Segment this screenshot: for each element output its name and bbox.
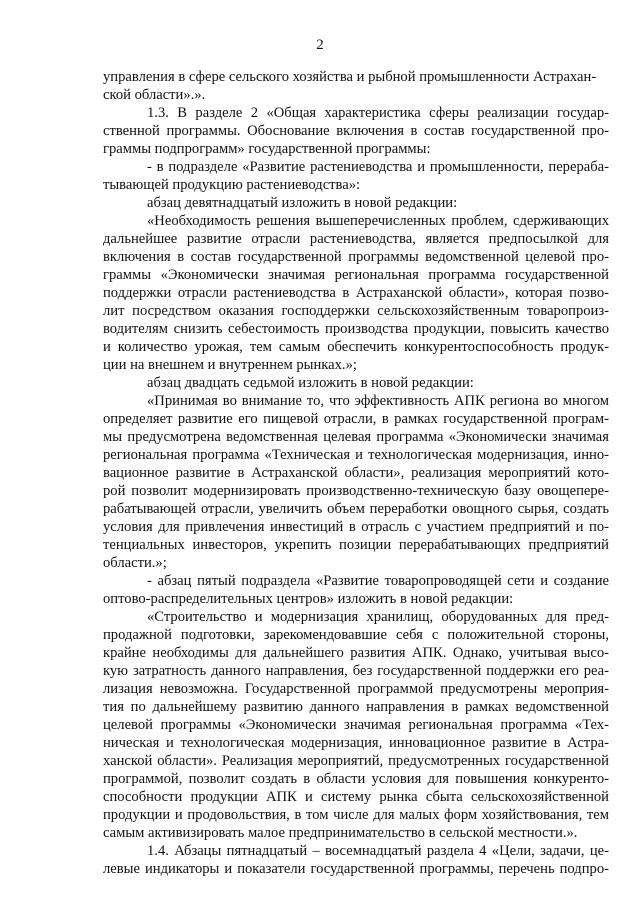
text-line: региональная программа «Техническая и технологическая модернизация, инно-: [103, 447, 609, 463]
page-number: 2: [316, 37, 324, 53]
text-line: рой позволит модернизировать производственно-техническую базу овощеперe-: [103, 483, 609, 499]
text-line: лизация невозможна. Государственной программой предусмотрены мероприя-: [103, 681, 609, 697]
text-line: способности продукции АПК и систему рынка сбыта сельскохозяйственной: [103, 789, 609, 805]
text-line: целевой программы «Экономически значимая региональная программа «Тех-: [103, 717, 609, 733]
text-line: продукции и продовольствия, в том числе для малых форм хозяйствования, тем: [103, 807, 609, 823]
text-line: мы предусмотрена ведомственная целевая программа «Экономически значимая: [103, 429, 609, 445]
text-line: лит посредством оказания господдержки сельскохозяйственным товаропроиз-: [103, 303, 609, 319]
text-line: поддержки отрасли растениеводства в Астраханской области», которая позво-: [103, 285, 609, 301]
text-line: управления в сфере сельского хозяйства и рыбной промышленности Астрахан-: [103, 69, 597, 85]
text-line: области.»;: [103, 555, 167, 571]
text-line: оптово-распределительных центров» изложить в новой редакции:: [103, 591, 514, 607]
text-line: ственной программы. Обоснование включения в состав государственной про-: [103, 123, 609, 139]
text-line: и количество урожая, тем самым обеспечить конкурентоспособность продук-: [103, 339, 609, 355]
text-line: определяет развитие его пищевой отрасли, в рамках государственной програм-: [103, 411, 609, 427]
text-line: ской области».».: [103, 87, 206, 103]
text-line: включения в состав государственной программы ведомственной целевой про-: [103, 249, 609, 265]
text-line: ции на внешнем и внутреннем рынках.»;: [103, 357, 357, 373]
text-line: «Необходимость решения вышеперечисленных проблем, сдерживающих: [147, 213, 609, 229]
text-line: 1.4. Абзацы пятнадцатый – восемнадцатый раздела 4 «Цели, задачи, це-: [147, 843, 609, 859]
text-line: водителям снизить себестоимость производства продукции, повысить качество: [103, 321, 609, 337]
text-line: тия по дальнейшему развитию данного направления в рамках ведомственной: [103, 699, 609, 715]
text-line: дальнейшее развитие отрасли растениеводства, является предпосылкой для: [103, 231, 609, 247]
text-line: ническая и технологическая модернизация, инновационное развитие в Астра-: [103, 735, 609, 751]
text-line: - абзац пятый подраздела «Развитие товаропроводящей сети и создание: [147, 573, 609, 589]
text-line: самым активизировать малое предпринимательство в сельской местности.».: [103, 825, 578, 841]
text-line: кую затратность данного направления, без государственной поддержки его реа-: [103, 663, 609, 679]
text-line: граммы «Экономически значимая региональная программа государственной: [103, 267, 609, 283]
text-line: крайне необходимы для дальнейшего развития АПК. Однако, учитывая высо-: [103, 645, 609, 661]
text-line: «Принимая во внимание то, что эффективность АПК региона во многом: [147, 393, 609, 409]
text-line: абзац двадцать седьмой изложить в новой редакции:: [147, 375, 474, 391]
text-line: 1.3. В разделе 2 «Общая характеристика сферы реализации государ-: [147, 105, 609, 121]
text-line: тывающей продукцию растениеводства»:: [103, 177, 361, 193]
text-line: тенциальных инвесторов, укрепить позиции перерабатывающих предприятий: [103, 537, 609, 553]
text-line: «Строительство и модернизация хранилищ, оборудованных для пред-: [147, 609, 609, 625]
text-line: рабатывающей отрасли, увеличить объем переработки овощного сырья, создать: [103, 501, 609, 517]
text-line: ханской области». Реализация мероприятий, предусмотренных государственной: [103, 753, 609, 769]
text-line: граммы подпрограмм» государственной программы:: [103, 141, 431, 157]
text-line: программой, позволит создать в области условия для повышения конкуренто-: [103, 771, 609, 787]
text-line: вационное развитие в Астраханской области», реализация мероприятий кото-: [103, 465, 609, 481]
text-line: продажной подготовки, зарекомендовавшие себя с положительной стороны,: [103, 627, 609, 643]
text-line: абзац девятнадцатый изложить в новой редакции:: [147, 195, 458, 211]
text-line: левые индикаторы и показатели государственной программы, перечень подпро-: [103, 861, 609, 877]
text-line: условия для привлечения инвестиций в отрасль с участием предприятий и по-: [103, 519, 609, 535]
text-line: - в подразделе «Развитие растениеводства и промышленности, перераба-: [147, 159, 609, 175]
